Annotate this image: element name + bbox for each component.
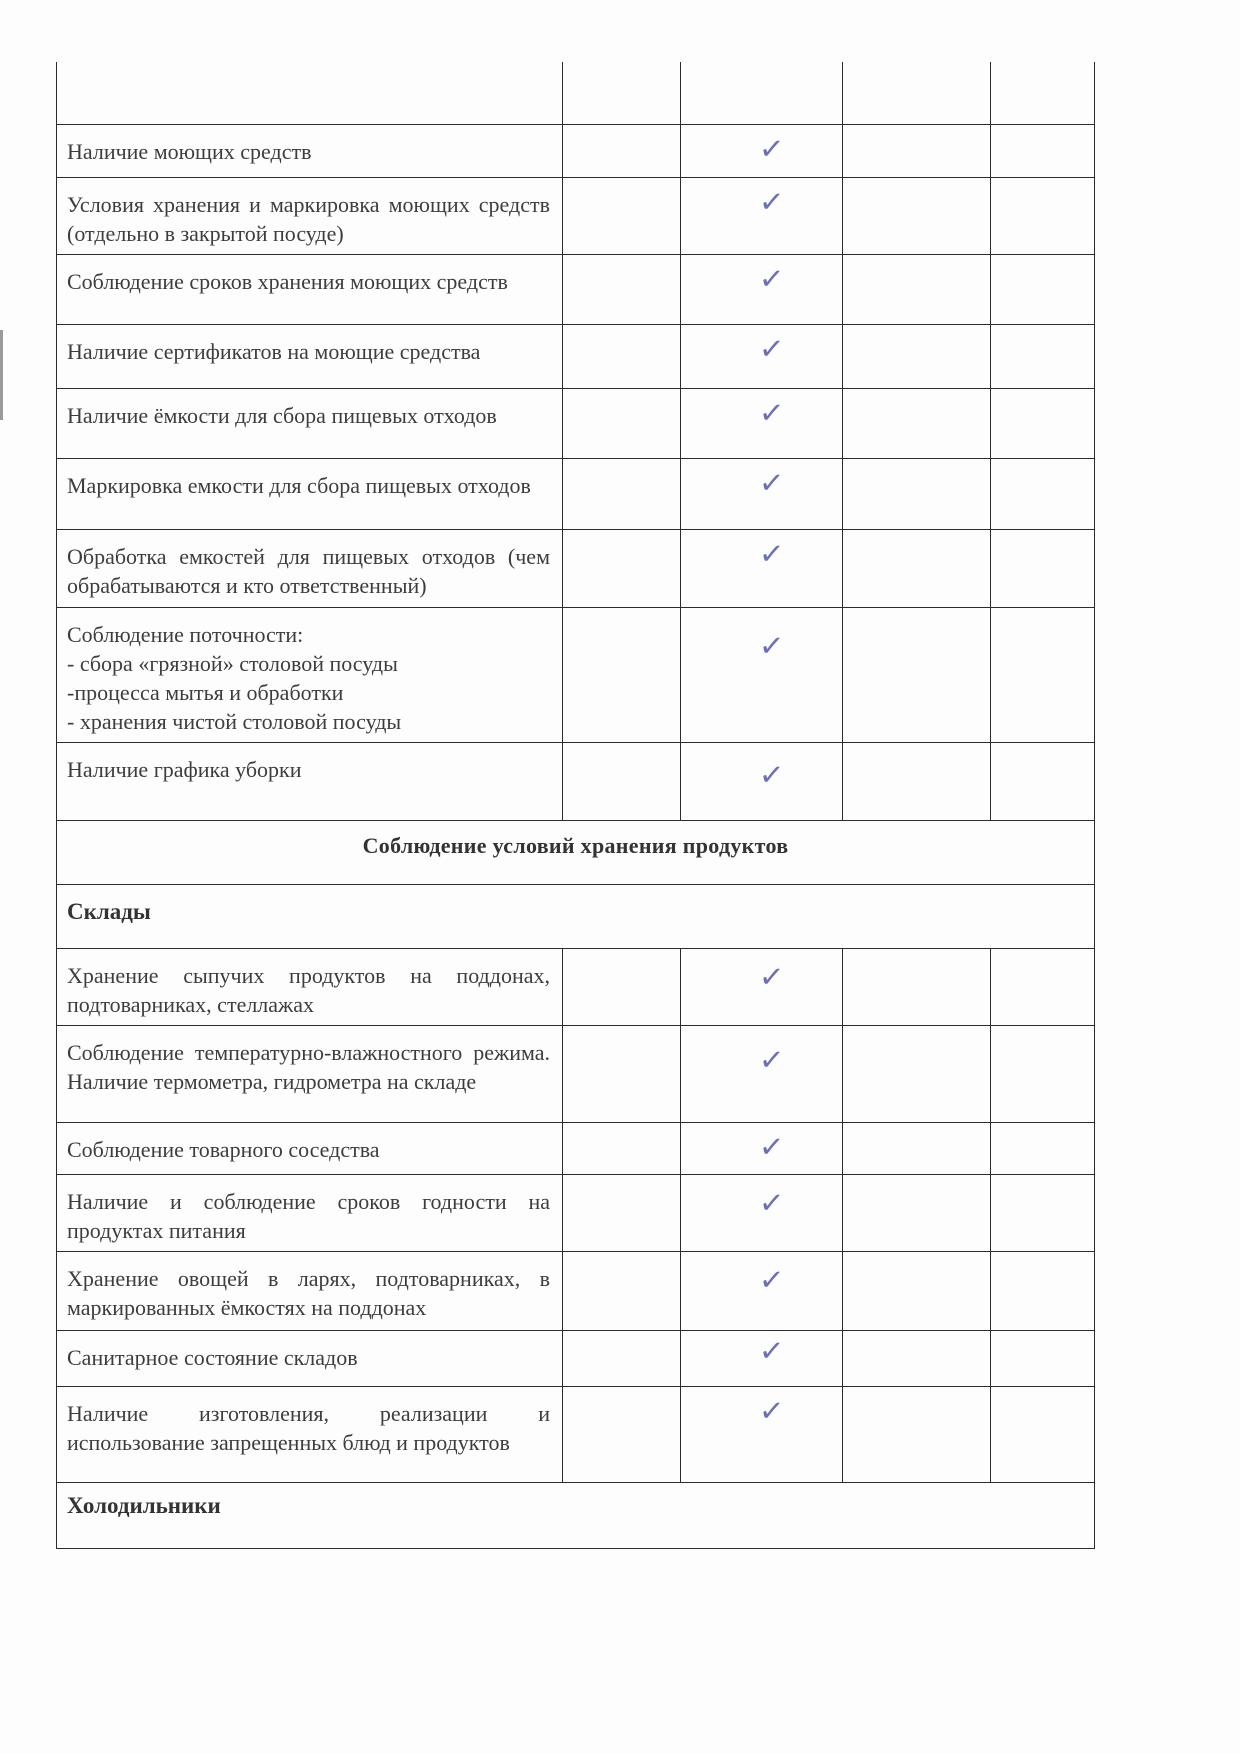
checkmark-icon: ✓ [757, 958, 786, 996]
table-row [57, 948, 1095, 1025]
checklist-cell [681, 948, 843, 1025]
checklist-item-text: Наличие и соблюдение сроков годности на продуктах питания [57, 1174, 563, 1251]
checkmark-icon: ✓ [757, 1261, 786, 1299]
checklist-item-text: Соблюдение сроков хранения моющих средств [57, 254, 563, 324]
checklist-cell [563, 458, 681, 529]
checklist-cell [991, 1122, 1095, 1174]
item-line: - сбора «грязной» столовой посуды [67, 650, 398, 676]
checkmark-icon: ✓ [757, 1128, 786, 1166]
table-row [57, 1025, 1095, 1122]
table-row [57, 1122, 1095, 1174]
checkmark-icon: ✓ [757, 535, 786, 573]
checklist-cell [843, 742, 991, 820]
checklist-cell [843, 1330, 991, 1386]
table-row [57, 1330, 1095, 1386]
checklist-cell [843, 529, 991, 607]
table-row [57, 62, 1095, 124]
checklist-cell [681, 1330, 843, 1386]
checklist-cell [991, 1386, 1095, 1482]
checklist-cell [991, 458, 1095, 529]
checklist-cell [563, 1025, 681, 1122]
checklist-cell [991, 742, 1095, 820]
checklist-cell [991, 177, 1095, 254]
checklist-cell [991, 1174, 1095, 1251]
checklist-cell [681, 1386, 843, 1482]
table-row [57, 1251, 1095, 1330]
scan-edge-mark [0, 330, 3, 420]
checkmark-icon: ✓ [757, 627, 786, 665]
checklist-cell [563, 529, 681, 607]
checklist-cell [843, 1251, 991, 1330]
table-row [57, 884, 1095, 948]
item-line: Соблюдение поточности: [67, 621, 304, 647]
checklist-cell [681, 607, 843, 742]
subsection-title-warehouses: Склады [57, 884, 1095, 948]
checklist-cell [843, 324, 991, 388]
table-row [57, 124, 1095, 177]
checklist-cell [991, 124, 1095, 177]
checklist-cell [681, 388, 843, 458]
checklist-cell [991, 1251, 1095, 1330]
checklist-cell [991, 324, 1095, 388]
checklist-cell [991, 607, 1095, 742]
table-row [57, 820, 1095, 884]
checklist-cell [991, 1330, 1095, 1386]
checklist-cell [681, 124, 843, 177]
checklist-cell [843, 458, 991, 529]
checklist-cell [991, 948, 1095, 1025]
checkmark-icon: ✓ [757, 756, 786, 794]
checklist-item-text: Наличие изготовления, реализации и использование запрещенных блюд и продуктов [57, 1386, 563, 1482]
checklist-item-text: Хранение сыпучих продуктов на поддонах, подтоварниках, стеллажах [57, 948, 563, 1025]
checkmark-icon: ✓ [757, 464, 786, 502]
checklist-cell [563, 62, 681, 124]
subsection-title-refrigerators: Холодильники [57, 1482, 1095, 1548]
inspection-checklist-table [56, 62, 1095, 1549]
checklist-cell [843, 1025, 991, 1122]
checklist-cell [681, 62, 843, 124]
checkmark-icon: ✓ [757, 1392, 786, 1430]
checklist-cell [681, 1251, 843, 1330]
checklist-cell [681, 177, 843, 254]
checklist-cell [843, 388, 991, 458]
checklist-cell [843, 948, 991, 1025]
checklist-cell [843, 1174, 991, 1251]
checklist-cell [843, 1122, 991, 1174]
checklist-item-text: Условия хранения и маркировка моющих средств (отдельно в закрытой посуде) [57, 177, 563, 254]
table-row [57, 742, 1095, 820]
table-row [57, 324, 1095, 388]
table-row [57, 529, 1095, 607]
checklist-cell [681, 254, 843, 324]
checklist-item-text: Соблюдение товарного соседства [57, 1122, 563, 1174]
checklist-item-text [57, 62, 563, 124]
checkmark-icon: ✓ [757, 330, 786, 368]
item-line: -процесса мытья и обработки [67, 679, 344, 705]
checklist-item-text: Санитарное состояние складов [57, 1330, 563, 1386]
checklist-item-text: Наличие моющих средств [57, 124, 563, 177]
checklist-cell [563, 324, 681, 388]
table-row [57, 388, 1095, 458]
checkmark-icon: ✓ [757, 260, 786, 298]
checklist-cell [843, 254, 991, 324]
checklist-item-text [57, 607, 563, 742]
section-title: Соблюдение условий хранения продуктов [57, 820, 1095, 884]
checklist-cell [843, 62, 991, 124]
checklist-cell [991, 388, 1095, 458]
checklist-cell [991, 1025, 1095, 1122]
table-row [57, 1386, 1095, 1482]
checkmark-icon: ✓ [757, 1332, 786, 1370]
checklist-item-text: Обработка емкостей для пищевых отходов (чем обрабатываются и кто ответственный) [57, 529, 563, 607]
checklist-cell [563, 124, 681, 177]
table-row [57, 1174, 1095, 1251]
checklist-cell [681, 324, 843, 388]
checklist-item-text: Хранение овощей в ларях, подтоварниках, в маркированных ёмкостях на поддонах [57, 1251, 563, 1330]
table-row [57, 607, 1095, 742]
checklist-cell [843, 607, 991, 742]
checkmark-icon: ✓ [757, 394, 786, 432]
checklist-cell [563, 607, 681, 742]
table-row [57, 254, 1095, 324]
checklist-cell [563, 388, 681, 458]
checklist-item-text: Наличие графика уборки [57, 742, 563, 820]
checklist-item-text: Соблюдение температурно-влажностного режима. Наличие термометра, гидрометра на складе [57, 1025, 563, 1122]
checkmark-icon: ✓ [757, 1041, 786, 1079]
table-row [57, 1482, 1095, 1548]
checklist-cell [563, 1251, 681, 1330]
checklist-cell [681, 1122, 843, 1174]
checklist-item-text: Наличие сертификатов на моющие средства [57, 324, 563, 388]
checklist-cell [843, 177, 991, 254]
checklist-item-text: Наличие ёмкости для сбора пищевых отходов [57, 388, 563, 458]
checkmark-icon: ✓ [757, 130, 786, 168]
checklist-cell [681, 458, 843, 529]
checklist-cell [991, 254, 1095, 324]
checklist-cell [991, 62, 1095, 124]
checklist-cell [843, 1386, 991, 1482]
checklist-cell [681, 1174, 843, 1251]
checklist-cell [681, 1025, 843, 1122]
table-row [57, 177, 1095, 254]
checklist-cell [563, 1122, 681, 1174]
checklist-cell [563, 1174, 681, 1251]
checklist-cell [563, 742, 681, 820]
checklist-cell [843, 124, 991, 177]
item-line: - хранения чистой столовой посуды [67, 708, 402, 734]
checklist-cell [563, 1330, 681, 1386]
checklist-cell [563, 254, 681, 324]
checklist-cell [563, 1386, 681, 1482]
checklist-cell [681, 529, 843, 607]
table-row [57, 458, 1095, 529]
checklist-cell [563, 177, 681, 254]
checkmark-icon: ✓ [757, 183, 786, 221]
checklist-cell [563, 948, 681, 1025]
checklist-cell [991, 529, 1095, 607]
checklist-cell [681, 742, 843, 820]
checkmark-icon: ✓ [757, 1184, 786, 1222]
checklist-item-text: Маркировка емкости для сбора пищевых отходов [57, 458, 563, 529]
